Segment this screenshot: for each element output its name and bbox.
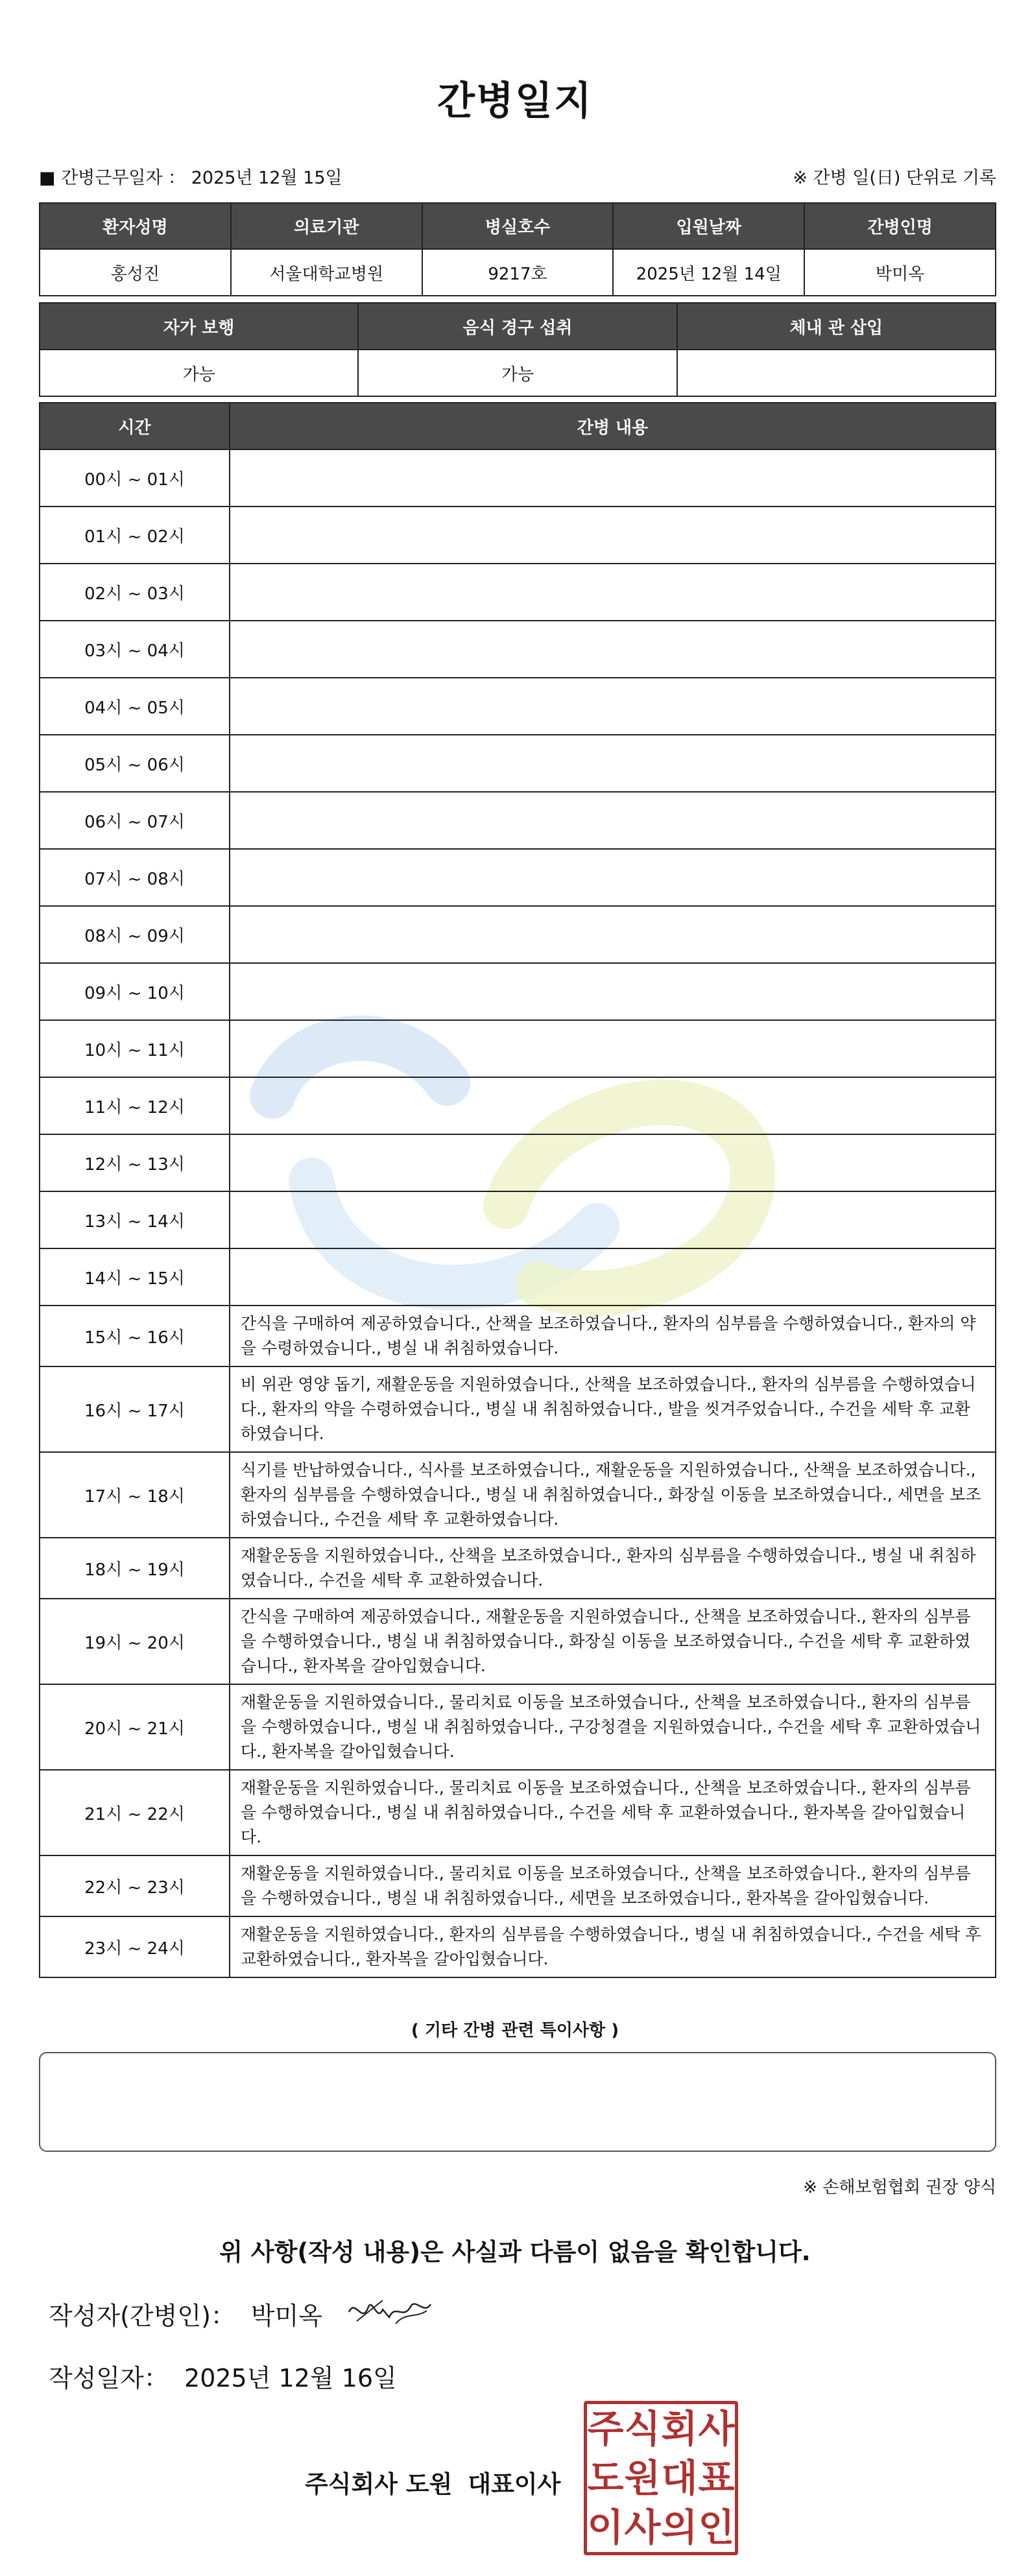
time-slot: 01시 ~ 02시	[40, 507, 230, 564]
tube-insertion-value	[677, 350, 996, 396]
care-content	[230, 507, 996, 564]
care-content: 식기를 반납하였습니다., 식사를 보조하였습니다., 재활운동을 지원하였습니다., 산책을 보조하였습니다., 환자의 심부름을 수행하였습니다., 병실 내 취침하였습니다., 화장실 이동을 보조하였습니다., 세면을 보조하였습니다., 수건을 세탁 후 교환하였습니다.	[230, 1452, 996, 1538]
time-slot: 06시 ~ 07시	[40, 792, 230, 849]
care-content	[230, 963, 996, 1020]
care-content: 재활운동을 지원하였습니다., 산책을 보조하였습니다., 환자의 심부름을 수행하였습니다., 병실 내 취침하였습니다., 수건을 세탁 후 교환하였습니다.	[230, 1538, 996, 1599]
table-row	[40, 1916, 996, 1977]
company-line	[305, 2464, 576, 2499]
unit-note: ※ 간병 일(日) 단위로 기록	[793, 168, 996, 188]
table-row	[40, 963, 996, 1020]
care-content	[230, 621, 996, 678]
table-row	[40, 621, 996, 678]
time-slot: 00시 ~ 01시	[40, 449, 230, 507]
document-title: 간병일지	[437, 78, 593, 124]
seal-character: 원	[624, 2455, 661, 2500]
time-slot: 03시 ~ 04시	[40, 621, 230, 678]
time-slot: 16시 ~ 17시	[40, 1366, 230, 1452]
time-slot: 09시 ~ 10시	[40, 963, 230, 1020]
time-slot: 15시 ~ 16시	[40, 1306, 230, 1366]
time-slot: 14시 ~ 15시	[40, 1248, 230, 1306]
date-label: 작성일자：	[49, 2364, 169, 2392]
writer-label: 작성자(간병인)：	[49, 2302, 235, 2330]
table-row	[40, 906, 996, 963]
care-content: 재활운동을 지원하였습니다., 물리치료 이동을 보조하였습니다., 산책을 보조하였습니다., 환자의 심부름을 수행하였습니다., 병실 내 취침하였습니다., 세면을 보조하였습니다., 환자복을 갈아입혔습니다.	[230, 1855, 996, 1916]
seal-character: 식	[624, 2406, 661, 2451]
header-hospital: 의료기관	[231, 203, 422, 249]
care-content: 간식을 구매하여 제공하였습니다., 산책을 보조하였습니다., 환자의 심부름을 수행하였습니다., 환자의 약을 수령하였습니다., 병실 내 취침하였습니다.	[230, 1306, 996, 1366]
care-content	[230, 906, 996, 963]
table-row	[40, 1538, 996, 1599]
table-row	[40, 1366, 996, 1452]
time-slot: 21시 ~ 22시	[40, 1770, 230, 1855]
care-content	[230, 449, 996, 507]
table-row	[40, 1020, 996, 1077]
header-tube-insertion: 체내 관 삽입	[677, 303, 996, 350]
care-content	[230, 564, 996, 621]
care-content	[230, 1248, 996, 1306]
seal-character: 표	[698, 2455, 735, 2500]
handwritten-signature	[344, 2293, 435, 2332]
time-slot: 20시 ~ 21시	[40, 1684, 230, 1770]
date-value: 2025년 12월 16일	[184, 2364, 397, 2392]
seal-character: 대	[661, 2455, 698, 2500]
room-number: 9217호	[422, 249, 614, 296]
company-seal	[584, 2401, 738, 2555]
table-row	[40, 792, 996, 849]
care-log-table	[39, 402, 996, 1978]
table-row	[40, 735, 996, 792]
writer-name: 박미옥	[250, 2302, 323, 2330]
time-slot: 19시 ~ 20시	[40, 1599, 230, 1684]
table-row	[40, 449, 996, 507]
table-row	[40, 1684, 996, 1770]
time-slot: 18시 ~ 19시	[40, 1538, 230, 1599]
patient-name: 홍성진	[40, 249, 231, 296]
care-content	[230, 1134, 996, 1191]
time-slot: 13시 ~ 14시	[40, 1191, 230, 1248]
header-care-content: 간병 내용	[230, 403, 996, 449]
company-name: 주식회사 도원	[305, 2470, 453, 2498]
seal-row-1	[587, 2404, 735, 2453]
insurance-note: ※ 손해보험협회 권장 양식	[803, 2178, 996, 2197]
table-row	[40, 1077, 996, 1134]
table-row	[40, 507, 996, 564]
table-row	[40, 1248, 996, 1306]
time-slot: 08시 ~ 09시	[40, 906, 230, 963]
care-content: 재활운동을 지원하였습니다., 환자의 심부름을 수행하였습니다., 병실 내 취침하였습니다., 수건을 세탁 후 교환하였습니다., 환자복을 갈아입혔습니다.	[230, 1916, 996, 1977]
written-date-line	[49, 2358, 397, 2394]
notes-title: ( 기타 간병 관련 특이사항 )	[411, 2021, 619, 2040]
time-slot: 07시 ~ 08시	[40, 849, 230, 906]
care-log-body	[40, 449, 996, 1977]
header-admission-date: 입원날짜	[613, 203, 804, 249]
seal-character: 회	[661, 2406, 698, 2451]
care-content: 재활운동을 지원하였습니다., 물리치료 이동을 보조하였습니다., 산책을 보조하였습니다., 환자의 심부름을 수행하였습니다., 병실 내 취침하였습니다., 수건을 세탁 후 교환하였습니다., 환자복을 갈아입혔습니다.	[230, 1770, 996, 1855]
care-content	[230, 735, 996, 792]
caregiver-name: 박미옥	[804, 249, 996, 296]
care-content: 간식을 구매하여 제공하였습니다., 재활운동을 지원하였습니다., 산책을 보조하였습니다., 환자의 심부름을 수행하였습니다., 병실 내 취침하였습니다., 화장실 이동을 보조하였습니다., 수건을 세탁 후 교환하였습니다., 환자복을 갈아입혔습니다.	[230, 1599, 996, 1684]
header-time: 시간	[40, 403, 230, 449]
table-row	[40, 564, 996, 621]
seal-character: 이	[587, 2505, 624, 2549]
header-oral-intake: 음식 경구 섭취	[358, 303, 677, 350]
seal-character: 사	[624, 2505, 661, 2549]
time-slot: 23시 ~ 24시	[40, 1916, 230, 1977]
table-row	[40, 1770, 996, 1855]
seal-character: 도	[587, 2455, 624, 2500]
care-content: 재활운동을 지원하였습니다., 물리치료 이동을 보조하였습니다., 산책을 보조하였습니다., 환자의 심부름을 수행하였습니다., 병실 내 취침하였습니다., 구강청결을 지원하였습니다., 수건을 세탁 후 교환하였습니다., 환자복을 갈아입혔습니다.	[230, 1684, 996, 1770]
care-content	[230, 1191, 996, 1248]
table-row	[40, 1855, 996, 1916]
care-content	[230, 1020, 996, 1077]
admission-date: 2025년 12월 14일	[613, 249, 804, 296]
care-content	[230, 849, 996, 906]
representative-title: 대표이사	[468, 2470, 561, 2498]
seal-character: 사	[698, 2406, 735, 2451]
header-caregiver-name: 간병인명	[804, 203, 996, 249]
time-slot: 02시 ~ 03시	[40, 564, 230, 621]
seal-row-2	[587, 2453, 735, 2503]
care-content	[230, 678, 996, 735]
oral-intake-value: 가능	[358, 350, 677, 396]
ability-table	[39, 302, 996, 397]
seal-row-3	[587, 2503, 735, 2552]
time-slot: 10시 ~ 11시	[40, 1020, 230, 1077]
seal-character: 주	[587, 2406, 624, 2451]
seal-character: 의	[661, 2505, 698, 2549]
care-content	[230, 792, 996, 849]
table-row	[40, 678, 996, 735]
time-slot: 17시 ~ 18시	[40, 1452, 230, 1538]
header-room: 병실호수	[422, 203, 614, 249]
seal-character: 인	[698, 2505, 735, 2549]
time-slot: 12시 ~ 13시	[40, 1134, 230, 1191]
table-row	[40, 1306, 996, 1366]
care-content: 비 위관 영양 돕기, 재활운동을 지원하였습니다., 산책을 보조하였습니다., 환자의 심부름을 수행하였습니다., 환자의 약을 수령하였습니다., 병실 내 취침하였습니다., 발을 씻겨주었습니다., 수건을 세탁 후 교환하였습니다.	[230, 1366, 996, 1452]
table-row	[40, 1599, 996, 1684]
time-slot: 04시 ~ 05시	[40, 678, 230, 735]
table-row	[40, 1134, 996, 1191]
header-patient-name: 환자성명	[40, 203, 231, 249]
table-row	[40, 849, 996, 906]
work-date: ■ 간병근무일자 ： 2025년 12월 15일	[39, 168, 342, 188]
care-content	[230, 1077, 996, 1134]
confirmation-statement: 위 사항(작성 내용)은 사실과 다름이 없음을 확인합니다.	[219, 2238, 811, 2266]
time-slot: 11시 ~ 12시	[40, 1077, 230, 1134]
time-slot: 05시 ~ 06시	[40, 735, 230, 792]
hospital-name: 서울대학교병원	[231, 249, 422, 296]
notes-box	[39, 2052, 996, 2152]
time-slot: 22시 ~ 23시	[40, 1855, 230, 1916]
table-row	[40, 1191, 996, 1248]
patient-info-table	[39, 202, 996, 296]
writer-line	[49, 2296, 338, 2332]
table-row	[40, 1452, 996, 1538]
walking-value: 가능	[40, 350, 358, 396]
header-walking: 자가 보행	[40, 303, 358, 350]
